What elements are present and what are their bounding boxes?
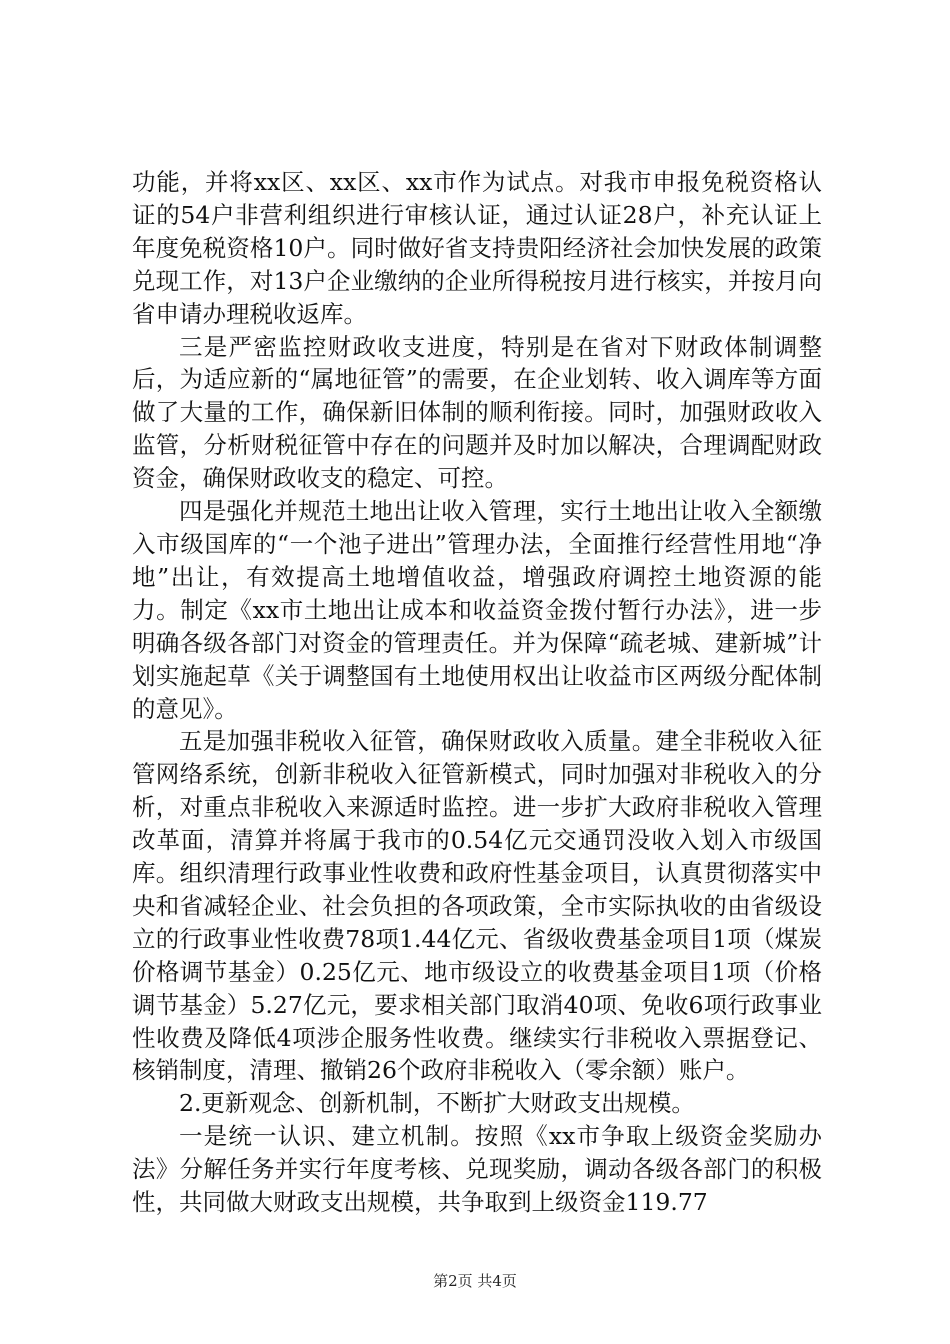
paragraph-3: 四是强化并规范土地出让收入管理，实行土地出让收入全额缴入市级国库的“一个池子进出”管理办法，全面推行经营性用地“净地”出让，有效提高土地增值收益，增强政府调控土地资源的能力。制定《xx市土地出让成本和收益资金拨付暂行办法》，进一步明确各级各部门对资金的管理责任。并为保障“疏老城、建新城”计划实施起草《关于调整国有土地使用权出让收益市区两级分配体制的意见》。	[132, 497, 822, 723]
paragraph-4: 五是加强非税收入征管，确保财政收入质量。建全非税收入征管网络系统，创新非税收入征管新模式，同时加强对非税收入的分析，对重点非税收入来源适时监控。进一步扩大政府非税收入管理改革面，清算并将属于我市的0.54亿元交通罚没收入划入市级国库。组织清理行政事业性收费和政府性基金项目，认真贯彻落实中央和省减轻企业、社会负担的各项政策，全市实际执收的由省级设立的行政事业性收费78项1.44亿元、省级收费基金项目1项（煤炭价格调节基金）0.25亿元、地市级设立的收费基金项目1项（价格调节基金）5.27亿元，要求相关部门取消40项、免收6项行政事业性收费及降低4项涉企服务性收费。继续实行非税收入票据登记、核销制度，清理、撤销26个政府非税收入（零余额）账户。	[132, 727, 822, 1085]
page-number-footer: 第2页 共4页	[433, 1272, 517, 1290]
paragraph-1: 功能，并将xx区、xx区、xx市作为试点。对我市申报免税资格认证的54户非营利组织进行审核认证，通过认证28户，补充认证上年度免税资格10户。同时做好省支持贵阳经济社会加快发展的政策兑现工作，对13户企业缴纳的企业所得税按月进行核实，并按月向省申请办理税收返库。	[132, 168, 822, 328]
paragraph-6: 一是统一认识、建立机制。按照《xx市争取上级资金奖励办法》分解任务并实行年度考核、兑现奖励，调动各级各部门的积极性，共同做大财政支出规模，共争取到上级资金119.77	[132, 1122, 822, 1217]
paragraph-2: 三是严密监控财政收支进度，特别是在省对下财政体制调整后，为适应新的“属地征管”的需要，在企业划转、收入调库等方面做了大量的工作，确保新旧体制的顺利衔接。同时，加强财政收入监管，分析财税征管中存在的问题并及时加以解决，合理调配财政资金，确保财政收支的稳定、可控。	[132, 332, 822, 493]
document-body	[132, 166, 822, 1219]
section-heading: 2.更新观念、创新机制，不断扩大财政支出规模。	[179, 1089, 695, 1118]
